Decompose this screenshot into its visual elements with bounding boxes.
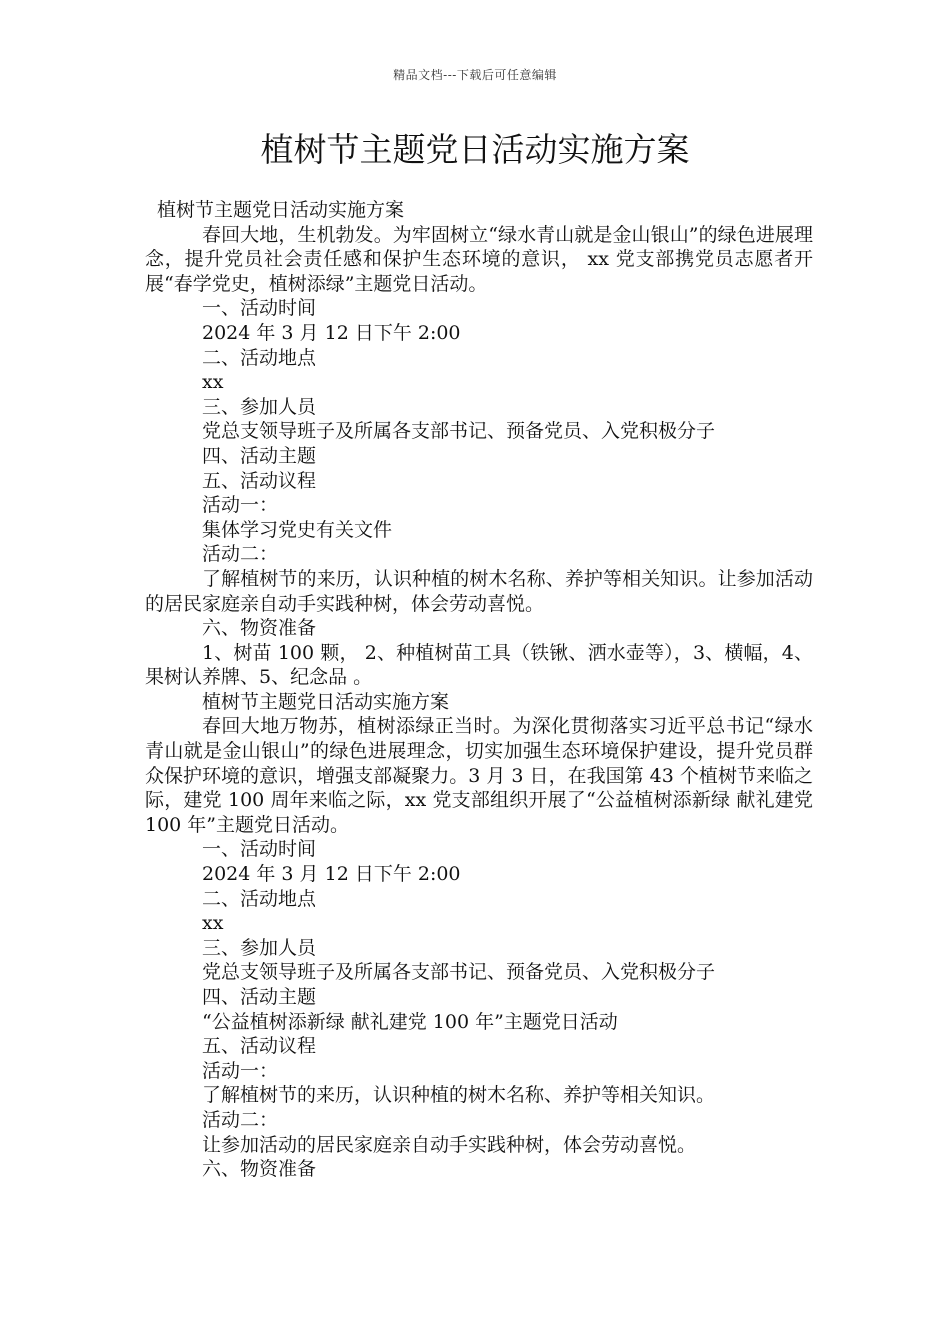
- section1-activity1-value: 集体学习党史有关文件: [202, 518, 393, 541]
- header-note: 精品文档---下载后可任意编辑: [393, 68, 557, 82]
- section2-agenda-heading: 五、活动议程: [202, 1035, 317, 1058]
- section1-heading: 植树节主题党日活动实施方案: [157, 199, 405, 221]
- section2-materials-heading: 六、物资准备: [202, 1158, 317, 1181]
- section1-place-value: xx: [202, 371, 224, 394]
- section1-intro: 春回大地，生机勃发。为牢固树立“绿水青山就是金山银山”的绿色进展理念，提升党员社会责任感和保护生态环境的意识， xx 党支部携党员志愿者开展“春学党史，植树添绿”主题党日活动。: [145, 223, 813, 295]
- section2-people-heading: 三、参加人员: [202, 936, 317, 959]
- section2-people-value: 党总支领导班子及所属各支部书记、预备党员、入党积极分子: [202, 961, 716, 984]
- section1-time-value: 2024 年 3 月 12 日下午 2:00: [202, 321, 461, 344]
- section2-theme-value: “公益植树添新绿 献礼建党 100 年”主题党日活动: [202, 1010, 618, 1033]
- section2-activity2-value: 让参加活动的居民家庭亲自动手实践种树，体会劳动喜悦。: [202, 1133, 697, 1156]
- section2-time-value: 2024 年 3 月 12 日下午 2:00: [202, 863, 461, 886]
- section1-theme-heading: 四、活动主题: [202, 444, 317, 467]
- section2-place-value: xx: [202, 912, 224, 935]
- section2-place-heading: 二、活动地点: [202, 887, 317, 910]
- section1-materials-heading: 六、物资准备: [202, 617, 317, 640]
- section2-time-heading: 一、活动时间: [202, 838, 317, 861]
- section1-people-value: 党总支领导班子及所属各支部书记、预备党员、入党积极分子: [202, 420, 716, 443]
- section1-activity2-value: 了解植树节的来历，认识种植的树木名称、养护等相关知识。让参加活动的居民家庭亲自动手实践种树，体会劳动喜悦。: [145, 567, 813, 615]
- section1-people-heading: 三、参加人员: [202, 395, 317, 418]
- section1-activity1-label: 活动一：: [202, 494, 279, 517]
- section2-theme-heading: 四、活动主题: [202, 986, 317, 1008]
- section2-activity1-value: 了解植树节的来历，认识种植的树木名称、养护等相关知识。: [202, 1084, 716, 1107]
- section1-activity2-label: 活动二：: [202, 543, 279, 566]
- section2-activity2-label: 活动二：: [202, 1108, 279, 1131]
- section1-agenda-heading: 五、活动议程: [202, 469, 317, 492]
- document-title: 植树节主题党日活动实施方案: [260, 130, 690, 169]
- document-body: [145, 198, 813, 1182]
- section2-heading: 植树节主题党日活动实施方案: [202, 690, 450, 713]
- section2-activity1-label: 活动一：: [202, 1059, 279, 1082]
- section1-materials-value: 1、树苗 100 颗， 2、种植树苗工具（铁锹、洒水壶等），3、横幅，4、果树认养牌、5、纪念品 。: [145, 641, 813, 689]
- section1-place-heading: 二、活动地点: [202, 346, 317, 369]
- section1-time-heading: 一、活动时间: [202, 297, 317, 320]
- section2-intro: 春回大地万物苏，植树添绿正当时。为深化贯彻落实习近平总书记“绿水青山就是金山银山”的绿色进展理念，切实加强生态环境保护建设，提升党员群众保护环境的意识，增强支部凝聚力。3 月 3 日，在我国第 43 个植树节来临之际，建党 100 周年来临之际，xx 党支部组织开展了“公益植树添新绿 献礼建党 100 年”主题党日活动。: [145, 715, 813, 836]
